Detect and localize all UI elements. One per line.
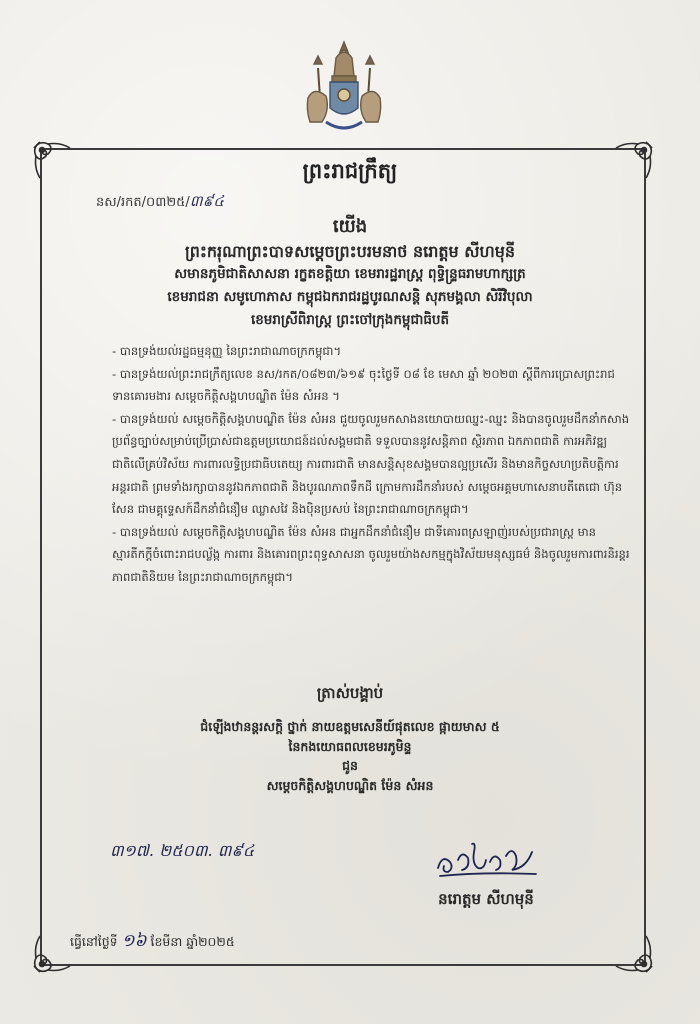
decree-paragraph: - បានទ្រង់យល់ព្រះរាជក្រឹត្យលេខ នស/រកត/០៨២៣/៦១៩ ចុះថ្ងៃទី ០៨ ខែ មេសា ឆ្នាំ ២០២៣ ស្តីពីការប្រោសព្រះរាជទានគោរមងារ សម្តេចកិត្តិសង្គហបណ្ឌិត ម៉ែន សំអន ។ — [112, 366, 615, 404]
award-line: ជូន — [342, 758, 358, 773]
award-line: សម្តេចកិត្តិសង្គហបណ្ឌិត ម៉ែន សំអន — [266, 777, 434, 793]
done-at-suffix: ខែមីនា ឆ្នាំ២០២៥ — [150, 934, 235, 949]
king-title-line: សមានភូមិជាតិសាសនា រក្ខតខត្តិយា ខេមរារដ្ឋរាស្ត្រ ពុទ្ធិន្ទ្រធរាមហាក្សត្រ — [174, 266, 526, 282]
reference-number — [96, 192, 224, 214]
king-title-line: ខេមរាស្រីពិរាស្ត្រ ព្រះចៅក្រុងកម្ពុជាធិបតី — [250, 312, 450, 328]
award-line: ជំឡើងឋានន្តរសក្តិ ថ្នាក់ នាយឧត្តមសេនីយ៍ផុតលេខ ផ្កាយមាស ៥ — [200, 719, 500, 734]
signing-place-date — [70, 930, 235, 955]
handwritten-signature — [432, 838, 542, 880]
decree-paragraph: - បានទ្រង់យល់រដ្ឋធម្មនុញ្ញ នៃព្រះរាជាណាចក្រកម្ពុជា។ — [112, 344, 342, 358]
king-title-line: ព្រះករុណាព្រះបាទសម្តេចព្រះបរមនាថ នរោត្តម សីហមុនី — [184, 242, 516, 261]
ornamental-corner-icon — [610, 930, 656, 976]
king-title-line: ខេមរាជនា សមូហោភាស កម្ពុជឯករាជរដ្ឋបូរណសន្តិ សុភមង្គលា សិរីវិបុលា — [167, 289, 533, 305]
award-block — [0, 717, 700, 795]
decree-paragraph: - បានទ្រង់យល់ សម្តេចកិត្តិសង្គហបណ្ឌិត ម៉ែន សំអន ជួយចូលរួមកសាងនយោបាយឈ្នះ-ឈ្នះ និងបានចូលរួមដឹកនាំកសាងប្រព័ន្ធច្បាប់សម្រាប់ប្រើប្រាស់ជាឧត្តមប្រយោជន៍ដល់សង្គមជាតិ ទទួលបាននូវសន្តិភាព ស្ថិរភាព ឯកភាពជាតិ ការអភិវឌ្ឍជាតិលើគ្រប់វិស័យ ការពារលទ្ធិប្រជាធិបតេយ្យ ការពារជាតិ មានសន្តិសុខសង្គមបានល្អប្រសើរ និងមានកិច្ចសហប្រតិបត្តិការអន្តរជាតិ ព្រមទាំងរក្សាបាននូវឯកភាពជាតិ និងបូរណភាពទឹកដី ក្រោមការដឹកនាំរបស់ សម្តេចអគ្គមហាសេនាបតីតេជោ ហ៊ុន សែន ជាមគ្គុទ្ទេសក៍ដឹកនាំជំនឿម ឈ្លាសវៃ និងប៉ិនប្រសប់ នៃព្រះរាជាណាចក្រកម្ពុជា។ — [112, 411, 630, 517]
decree-paragraph: - បានទ្រង់យល់ សម្តេចកិត្តិសង្គហបណ្ឌិត ម៉ែន សំអន ជាអ្នកដឹកនាំជំនឿម ជាទីគោរពស្រឡាញ់របស់ប្រជារាស្ត្រ មានស្មារតីកក្តីចំពោះរាជបល្ល័ង្ក ការពារ និងគោរពព្រះពុទ្ធសាសនា ចូលរួមយ៉ាងសកម្មក្នុងវិស័យមនុស្សធម៌ និងចូលរួមការពារនិរន្តរភាពជាតិនិយម នៃព្រះរាជាណាចក្រកម្ពុជា។ — [112, 524, 630, 584]
signer-name: នរោត្តម សីហមុនី — [438, 890, 534, 908]
decree-body — [112, 340, 632, 589]
decree-title: ព្រះរាជក្រឹត្យ — [302, 159, 398, 183]
decree-heading: យើង — [332, 216, 368, 237]
handwritten-date: ៣១៧. ២៥០៣. ៣៩៤ — [110, 841, 255, 860]
done-at-day-handwritten: ១៦ — [121, 931, 147, 951]
reference-number-handwritten: ៣៩៤ — [189, 192, 224, 210]
king-title-block — [80, 240, 620, 332]
done-at-prefix: ធ្វើនៅថ្ងៃទី — [70, 934, 118, 949]
decree-order-heading: ត្រាស់បង្គាប់ — [316, 684, 384, 702]
award-line: នៃកងយោធពលខេមរភូមិន្ទ — [288, 738, 412, 754]
reference-number-printed: នស/រកត/០៣២៥/ — [96, 195, 190, 210]
royal-coat-of-arms-icon — [300, 38, 388, 136]
